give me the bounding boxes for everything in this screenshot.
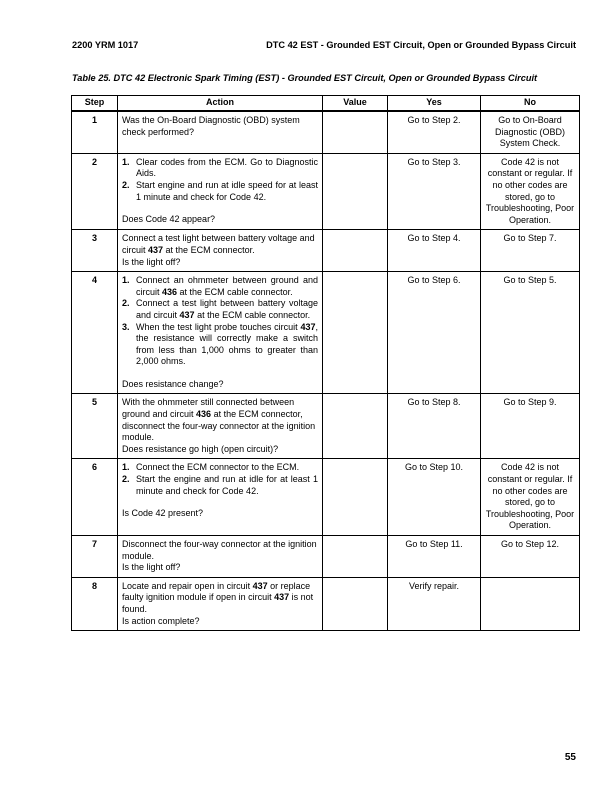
action-cell [118,153,323,230]
no-cell: Go to Step 7. [481,230,580,272]
no-cell: Code 42 is not constant or regular. If no other codes are stored, go to Troubleshooting, Poor Operation. [481,153,580,230]
step-cell: 6 [72,459,118,536]
yes-cell: Verify repair. [388,577,481,630]
table-row [72,577,580,630]
action-question: Is Code 42 present? [122,508,204,519]
column-header-yes: Yes [388,96,481,112]
value-cell [323,230,388,272]
step-number: 2. [122,179,130,190]
table-row [72,394,580,459]
action-step-item: 2. Connect a test light between battery voltage and circuit 437 at the ECM cable connector. [122,298,318,320]
value-cell [323,577,388,630]
action-step-item: 1. Connect the ECM connector to the ECM. [122,462,300,473]
table-caption: Table 25. DTC 42 Electronic Spark Timing (EST) - Grounded EST Circuit, Open or Grounded Bypass Circuit [72,73,538,83]
column-header-no: No [481,96,580,112]
table-row [72,459,580,536]
action-text: Was the On-Board Diagnostic (OBD) system check performed? [122,115,300,137]
action-step-item: 1. Clear codes from the ECM. Go to Diagnostic Aids. [122,156,318,179]
no-cell: Go to Step 5. [481,272,580,394]
action-step-item: 3. When the test light probe touches circuit 437, the resistance will correctly make a switch from less than 1,000 ohms to greater than 2,000 ohms. [122,321,318,367]
no-cell: Go to On-Board Diagnostic (OBD) System Check. [481,111,580,153]
action-step-item: 2. Start the engine and run at idle for at least 1 minute and check for Code 42. [122,474,318,496]
section-title: DTC 42 EST - Grounded EST Circuit, Open or Grounded Bypass Circuit [266,40,576,50]
action-text: Locate and repair open in circuit 437 or replace faulty ignition module if open in circuit 437 is not found. Is action complete? [122,580,314,626]
column-header-value: Value [323,96,388,112]
action-cell [118,272,323,394]
table-header-row [72,96,580,112]
step-number: 3. [122,321,130,332]
yes-cell: Go to Step 2. [388,111,481,153]
step-cell: 5 [72,394,118,459]
column-header-action: Action [118,96,323,112]
table-row [72,153,580,230]
value-cell [323,394,388,459]
step-cell: 4 [72,272,118,394]
column-header-step: Step [72,96,118,112]
yes-cell: Go to Step 11. [388,536,481,578]
action-cell [118,536,323,578]
step-cell: 2 [72,153,118,230]
step-cell: 3 [72,230,118,272]
document-id: 2200 YRM 1017 [72,40,139,50]
action-text: With the ohmmeter still connected between ground and circuit 436 at the ECM connector, disconnect the four-way connector at the ignition module. Does resistance go high (open circuit)? [122,397,316,454]
table-row [72,111,580,153]
table-row [72,230,580,272]
action-cell [118,111,323,153]
value-cell [323,153,388,230]
step-number: 1. [122,462,130,473]
no-cell [481,577,580,630]
action-text: Disconnect the four-way connector at the ignition module. Is the light off? [122,539,317,573]
action-question: Does Code 42 appear? [122,214,216,225]
action-steps-list [122,275,318,368]
step-cell: 7 [72,536,118,578]
diagnostic-table [71,95,580,631]
value-cell [323,111,388,153]
table-row [72,272,580,394]
yes-cell: Go to Step 6. [388,272,481,394]
action-step-item: 2. Start engine and run at idle speed for at least 1 minute and check for Code 42. [122,179,318,202]
yes-cell: Go to Step 3. [388,153,481,230]
action-cell [118,394,323,459]
action-cell [118,577,323,630]
step-cell: 1 [72,111,118,153]
value-cell [323,272,388,394]
value-cell [323,536,388,578]
action-step-item: 1. Connect an ohmmeter between ground and circuit 436 at the ECM cable connector. [122,275,318,297]
value-cell [323,459,388,536]
no-cell: Go to Step 9. [481,394,580,459]
action-cell [118,230,323,272]
action-cell [118,459,323,536]
yes-cell: Go to Step 4. [388,230,481,272]
page-number: 55 [564,752,576,763]
no-cell: Go to Step 12. [481,536,580,578]
step-number: 2. [122,298,130,309]
step-number: 2. [122,474,130,485]
yes-cell: Go to Step 8. [388,394,481,459]
table-body [72,111,580,631]
table-row [72,536,580,578]
action-text: Connect a test light between battery voltage and circuit 437 at the ECM connector. Is the light off? [122,233,315,267]
no-cell: Code 42 is not constant or regular. If no other codes are stored, go to Troubleshooting, Poor Operation. [481,459,580,536]
step-number: 1. [122,275,130,286]
step-cell: 8 [72,577,118,630]
yes-cell: Go to Step 10. [388,459,481,536]
action-question: Does resistance change? [122,378,224,389]
action-steps-list [122,462,318,497]
step-number: 1. [122,156,130,167]
action-steps-list [122,157,318,203]
